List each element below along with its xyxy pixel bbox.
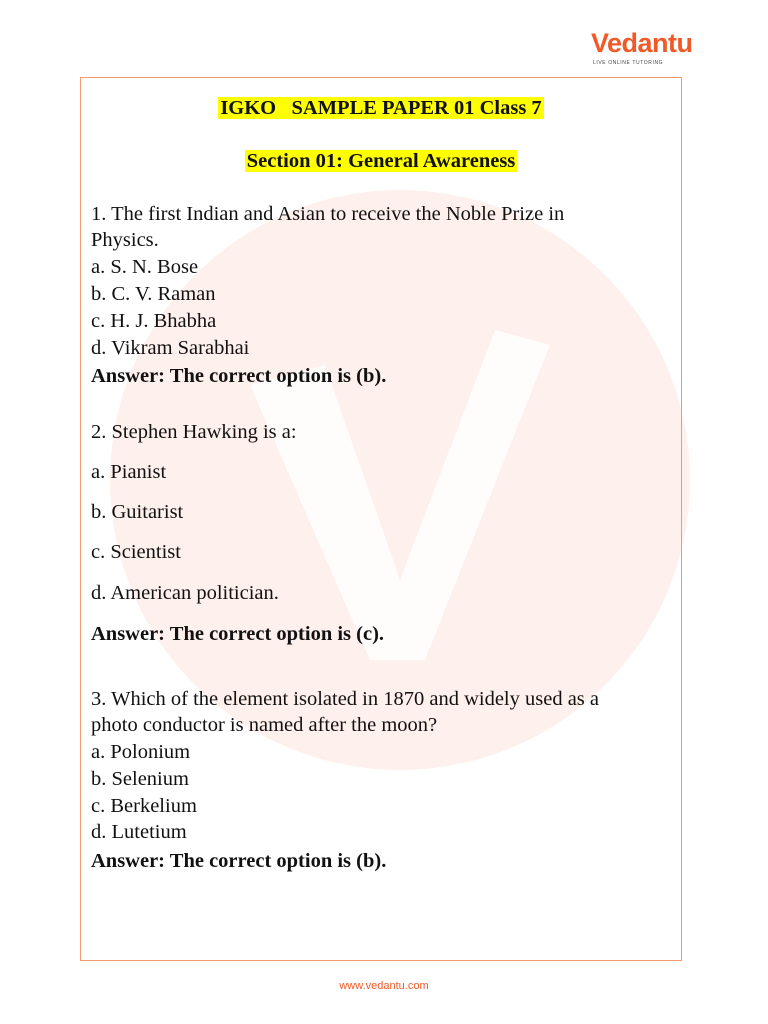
question-1-option-c: c. H. J. Bhabha — [91, 310, 217, 332]
question-2-option-a: a. Pianist — [91, 461, 167, 483]
question-1-option-b: b. C. V. Raman — [91, 283, 216, 305]
question-1-text: 1. The first Indian and Asian to receive the Noble Prize in — [91, 203, 565, 225]
footer-url[interactable]: www.vedantu.com — [339, 980, 429, 992]
question-2-text: 2. Stephen Hawking is a: — [91, 421, 297, 443]
paper-title-row — [91, 95, 671, 121]
question-2-option-c: c. Scientist — [91, 541, 181, 563]
question-2-answer: Answer: The correct option is (c). — [91, 623, 385, 645]
question-2-option-b: b. Guitarist — [91, 501, 184, 523]
section-heading: Section 01: General Awareness — [246, 150, 516, 172]
question-3-option-c: c. Berkelium — [91, 795, 197, 817]
question-3-text: 3. Which of the element isolated in 1870 and widely used as a — [91, 688, 600, 710]
logo-wordmark: Vedantu — [591, 28, 693, 58]
question-1-text-cont: Physics. — [91, 229, 159, 251]
question-3-option-a: a. Polonium — [91, 741, 191, 763]
paper-title: IGKO SAMPLE PAPER 01 Class 7 — [220, 97, 542, 119]
logo-tagline: LIVE ONLINE TUTORING — [593, 60, 664, 66]
question-3-answer: Answer: The correct option is (b). — [91, 850, 387, 872]
question-1-answer: Answer: The correct option is (b). — [91, 365, 387, 387]
vedantu-logo — [591, 28, 693, 72]
question-3-option-d: d. Lutetium — [91, 821, 187, 843]
question-3-option-b: b. Selenium — [91, 768, 189, 790]
question-3-text-cont: photo conductor is named after the moon? — [91, 714, 438, 736]
question-1-option-a: a. S. N. Bose — [91, 256, 199, 278]
question-2-option-d: d. American politician. — [91, 582, 279, 604]
section-heading-row — [91, 148, 671, 174]
question-1-option-d: d. Vikram Sarabhai — [91, 337, 250, 359]
